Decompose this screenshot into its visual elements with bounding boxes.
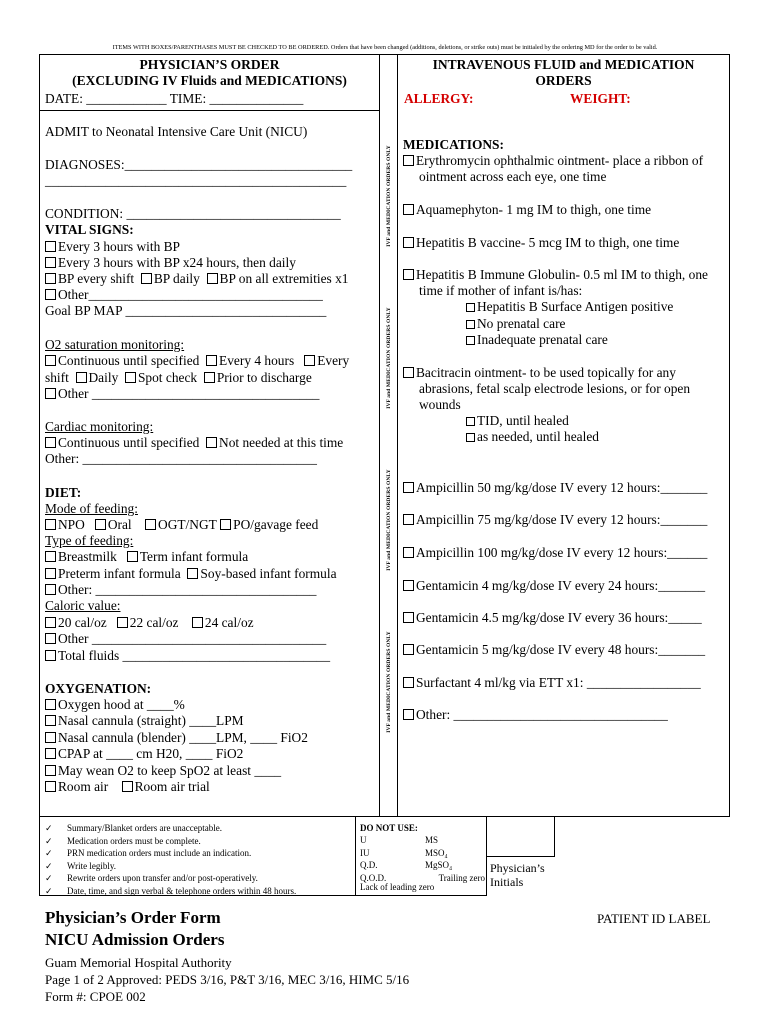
donot-list <box>360 834 485 884</box>
initials-label: Physician’s <box>490 861 545 875</box>
checkbox[interactable] <box>403 677 414 688</box>
patient-id-label: PATIENT ID LABEL <box>597 911 711 926</box>
option-label: Not needed at this time <box>219 435 344 450</box>
option-label: Oral <box>107 517 132 532</box>
med-option <box>403 235 679 251</box>
option-label: shift <box>45 370 69 385</box>
med-option <box>403 365 676 381</box>
checkbox[interactable] <box>45 355 56 366</box>
cardiac-other-field[interactable]: Other: ___________________________________ <box>45 451 317 466</box>
initials-box[interactable] <box>486 816 555 857</box>
checklist-text: Date, time, and sign verbal & telephone orders within 48 hours. <box>67 885 297 896</box>
caloric-heading: Caloric value: <box>45 598 121 613</box>
side-label <box>386 307 392 409</box>
donot-abbrev: MS <box>425 835 439 845</box>
side-label-text: IVF and MEDICATION ORDERS ONLY <box>386 469 392 571</box>
option-label: Hepatitis B Surface Antigen positive <box>477 299 674 314</box>
divider <box>379 54 380 817</box>
checklist-text: Write legibly. <box>67 860 117 871</box>
diagnoses-field[interactable]: DIAGNOSES:__________________________________ <box>45 157 353 172</box>
option-label: Erythromycin ophthalmic ointment- place a ribbon of <box>416 153 704 168</box>
checkbox[interactable] <box>45 584 56 595</box>
med-option <box>403 512 707 528</box>
option-label: Every 3 hours with BP x24 hours, then daily <box>58 255 296 270</box>
donot-last: Lack of leading zero <box>360 882 435 892</box>
donot-row <box>360 859 485 872</box>
option-label: PO/gavage feed <box>233 517 319 532</box>
option-label: 20 cal/oz <box>58 615 107 630</box>
checkbox[interactable] <box>206 437 217 448</box>
option-label[interactable]: Total fluids _______________________________ <box>58 648 331 663</box>
cardiac-heading: Cardiac monitoring: <box>45 419 154 434</box>
checkbox[interactable] <box>45 273 56 284</box>
vital-option <box>45 287 323 303</box>
option-label-cont: abrasions, fetal scalp electrode lesions, or for open <box>419 381 691 396</box>
caloric-option <box>45 631 326 647</box>
option-label: No prenatal care <box>477 316 566 331</box>
checkbox[interactable] <box>45 568 56 579</box>
checkbox[interactable] <box>125 372 136 383</box>
option-label: Hepatitis B vaccine- 5 mcg IM to thigh, one time <box>416 235 680 250</box>
checkbox[interactable] <box>204 372 215 383</box>
type-heading: Type of feeding: <box>45 533 134 548</box>
checkbox[interactable] <box>45 519 56 530</box>
checkbox[interactable] <box>403 644 414 655</box>
med-option <box>403 707 668 723</box>
option-label: BP on all extremities x1 <box>219 271 349 286</box>
check-icon: ✓ <box>45 835 53 846</box>
option-label: Soy-based infant formula <box>200 566 337 581</box>
option-label: Every 3 hours with BP <box>58 239 180 254</box>
checkbox[interactable] <box>466 433 475 442</box>
checklist-item <box>45 885 296 898</box>
condition-field[interactable]: CONDITION: ________________________________ <box>45 206 341 221</box>
option-label: Spot check <box>137 370 198 385</box>
option-label[interactable]: Other: _________________________________ <box>58 582 317 597</box>
checkbox[interactable] <box>45 241 56 252</box>
checkbox[interactable] <box>45 388 56 399</box>
oxy-option <box>45 763 281 779</box>
checkbox[interactable] <box>45 617 56 628</box>
donot-abbrev: Q.O.D. <box>360 872 387 883</box>
option-label: Daily <box>88 370 119 385</box>
med-option <box>403 153 703 169</box>
option-label: Preterm infant formula <box>58 566 181 581</box>
donot-abbrev: Trailing zero <box>438 872 485 883</box>
option-label: TID, until healed <box>477 413 569 428</box>
option-label[interactable]: Other __________________________________ <box>58 386 320 401</box>
o2-option <box>45 386 319 402</box>
checkbox[interactable] <box>403 155 414 166</box>
option-label: Hepatitis B Immune Globulin- 0.5 ml IM to thigh, one <box>416 267 708 282</box>
checkbox[interactable] <box>466 417 475 426</box>
checkbox[interactable] <box>403 482 414 493</box>
checkbox[interactable] <box>466 303 475 312</box>
option-label[interactable]: Ampicillin 50 mg/kg/dose IV every 12 hours:_______ <box>416 480 708 495</box>
med-option <box>403 480 707 496</box>
checkbox[interactable] <box>145 519 156 530</box>
divider <box>39 110 380 111</box>
checkbox[interactable] <box>45 551 56 562</box>
checkbox[interactable] <box>45 715 56 726</box>
form-notice: ITEMS WITH BOXES/PARENTHASES MUST BE CHECKED TO BE ORDERED. Orders that have been changed (additions, deletions, or strike outs) must be initialed by the ordering MD for the order to be valid. <box>112 44 658 51</box>
check-icon: ✓ <box>45 860 53 871</box>
form-title: Physician’s Order Form <box>45 908 221 927</box>
option-label[interactable]: Ampicillin 100 mg/kg/dose IV every 12 hours:______ <box>416 545 708 560</box>
oxy-option <box>45 697 185 713</box>
donot-row <box>360 847 485 860</box>
checklist-text: Summary/Blanket orders are unacceptable. <box>67 823 222 833</box>
weight-label: WEIGHT: <box>570 91 631 106</box>
checkbox[interactable] <box>45 781 56 792</box>
checkbox[interactable] <box>403 514 414 525</box>
checkbox[interactable] <box>403 612 414 623</box>
med-option <box>403 267 708 283</box>
med-option <box>403 578 705 594</box>
side-label-text: IVF and MEDICATION ORDERS ONLY <box>386 145 392 247</box>
option-label: BP daily <box>153 271 200 286</box>
option-label: OGT/NGT <box>158 517 217 532</box>
checkbox[interactable] <box>45 699 56 710</box>
check-icon: ✓ <box>45 823 53 833</box>
option-label[interactable]: Other___________________________________ <box>58 287 323 302</box>
med-option <box>403 642 705 658</box>
o2-heading: O2 saturation monitoring: <box>45 337 185 352</box>
checkbox[interactable] <box>45 257 56 268</box>
vital-option <box>45 255 296 271</box>
allergy-label: ALLERGY: <box>404 91 474 106</box>
divider <box>397 54 398 817</box>
form-subtitle: NICU Admission Orders <box>45 930 225 949</box>
option-label: Bacitracin ointment- to be used topically for any <box>416 365 676 380</box>
checkbox[interactable] <box>206 355 217 366</box>
med-option <box>403 675 701 691</box>
checklist-text: PRN medication orders must include an indication. <box>67 848 252 858</box>
donot-abbrev: Q.D. <box>360 860 378 870</box>
sub-option <box>466 299 673 315</box>
option-label-cont: time if mother of infant is/has: <box>419 283 583 298</box>
checkbox[interactable] <box>220 519 231 530</box>
admit-line: ADMIT to Neonatal Intensive Care Unit (NICU) <box>45 124 308 139</box>
oxygenation-heading: OXYGENATION: <box>45 681 152 696</box>
checklist-text: Medication orders must be complete. <box>67 835 201 846</box>
caloric-option <box>45 648 330 664</box>
initials-label-2: Initials <box>490 875 524 889</box>
checkbox[interactable] <box>403 269 414 280</box>
checklist-text: Rewrite orders upon transfer and/or post-operatively. <box>67 873 258 883</box>
type-option <box>45 582 317 598</box>
medications-heading: MEDICATIONS: <box>403 137 504 152</box>
goal-bp-field[interactable]: Goal BP MAP ______________________________ <box>45 303 327 318</box>
side-label-text: IVF and MEDICATION ORDERS ONLY <box>386 307 392 409</box>
type-option <box>45 566 337 582</box>
option-label: Continuous until specified <box>58 435 200 450</box>
approval-line: Page 1 of 2 Approved: PEDS 3/16, P&T 3/16, MEC 3/16, HIMC 5/16 <box>45 972 410 987</box>
checkbox[interactable] <box>403 709 414 720</box>
option-label: 22 cal/oz <box>129 615 179 630</box>
divider <box>355 816 356 896</box>
left-header-title: PHYSICIAN’S ORDER <box>139 57 280 72</box>
checkbox[interactable] <box>45 765 56 776</box>
sub-option <box>466 332 608 348</box>
checkbox[interactable] <box>192 617 203 628</box>
checklist-item <box>45 835 296 848</box>
checklist-item <box>45 872 296 885</box>
type-option <box>45 549 248 565</box>
checkbox[interactable] <box>76 372 87 383</box>
option-label: Nasal cannula (blender) ____LPM, ____ FiO2 <box>58 730 308 745</box>
donot-abbrev: IU <box>360 847 370 858</box>
cardiac-option <box>45 435 343 451</box>
med-option <box>403 610 702 626</box>
org-name: Guam Memorial Hospital Authority <box>45 955 232 970</box>
o2-option <box>45 353 349 369</box>
med-option <box>403 202 651 218</box>
diet-heading: DIET: <box>45 485 82 500</box>
checkbox[interactable] <box>122 781 133 792</box>
check-icon: ✓ <box>45 885 53 896</box>
med-option <box>403 545 707 561</box>
option-label[interactable]: Gentamicin 4.5 mg/kg/dose IV every 36 hours:_____ <box>416 610 702 625</box>
option-label: Room air trial <box>134 779 210 794</box>
donot-abbrev: MSO₄ <box>425 847 448 858</box>
checkbox[interactable] <box>403 367 414 378</box>
option-label-cont: wounds <box>419 397 461 412</box>
option-label: Oxygen hood at ____% <box>58 697 185 712</box>
donot-row <box>360 834 485 847</box>
side-label <box>386 469 392 571</box>
option-label: May wean O2 to keep SpO2 at least ____ <box>58 763 282 778</box>
checklist-item <box>45 860 296 873</box>
checklist-item <box>45 822 296 835</box>
option-label: Continuous until specified <box>58 353 200 368</box>
oxy-option <box>45 746 243 762</box>
diagnoses-field-2[interactable]: _____________________________________________ <box>45 173 347 188</box>
checkbox[interactable] <box>403 237 414 248</box>
vital-option <box>45 271 348 287</box>
option-label: Term infant formula <box>139 549 249 564</box>
option-label: as needed, until healed <box>477 429 599 444</box>
right-header-title: INTRAVENOUS FLUID and MEDICATION <box>432 57 695 72</box>
date-time-field[interactable]: DATE: ____________ TIME: ______________ <box>45 91 304 106</box>
option-label: Prior to discharge <box>216 370 312 385</box>
checkbox[interactable] <box>466 320 475 329</box>
option-label: Breastmilk <box>58 549 117 564</box>
checkbox[interactable] <box>304 355 315 366</box>
option-label: Aquamephyton- 1 mg IM to thigh, one time <box>416 202 652 217</box>
sub-option <box>466 316 565 332</box>
option-label[interactable]: Gentamicin 5 mg/kg/dose IV every 48 hours:_______ <box>416 642 706 657</box>
option-label: Inadequate prenatal care <box>477 332 608 347</box>
checkbox[interactable] <box>45 650 56 661</box>
checkbox[interactable] <box>403 547 414 558</box>
checklist-item <box>45 847 296 860</box>
checkbox[interactable] <box>466 336 475 345</box>
checkbox[interactable] <box>187 568 198 579</box>
checkbox[interactable] <box>127 551 138 562</box>
option-label[interactable]: Ampicillin 75 mg/kg/dose IV every 12 hours:_______ <box>416 512 708 527</box>
left-header-subtitle: (EXCLUDING IV Fluids and MEDICATIONS) <box>72 73 347 88</box>
check-icon: ✓ <box>45 873 53 883</box>
checkbox[interactable] <box>207 273 218 284</box>
donot-abbrev: MgSO₄ <box>425 860 453 870</box>
option-label[interactable]: Gentamicin 4 mg/kg/dose IV every 24 hours:_______ <box>416 578 706 593</box>
checkbox[interactable] <box>45 732 56 743</box>
o2-option <box>45 370 312 386</box>
checkbox[interactable] <box>117 617 128 628</box>
option-label: Nasal cannula (straight) ____LPM <box>58 713 244 728</box>
option-label: CPAP at ____ cm H20, ____ FiO2 <box>58 746 244 761</box>
option-label: Every 4 hours <box>219 353 295 368</box>
side-label-text: IVF and MEDICATION ORDERS ONLY <box>386 631 392 733</box>
oxy-option <box>45 730 308 746</box>
side-label <box>386 145 392 247</box>
checklist <box>45 822 296 897</box>
form-number: Form #: CPOE 002 <box>45 989 146 1004</box>
checkbox[interactable] <box>141 273 152 284</box>
check-icon: ✓ <box>45 848 53 858</box>
mode-option <box>45 517 318 533</box>
checkbox[interactable] <box>403 204 414 215</box>
option-label: BP every shift <box>58 271 135 286</box>
right-header-title-2: ORDERS <box>535 73 592 88</box>
option-label: 24 cal/oz <box>204 615 254 630</box>
checkbox[interactable] <box>403 580 414 591</box>
option-label[interactable]: Other ___________________________________ <box>58 631 327 646</box>
checkbox[interactable] <box>45 633 56 644</box>
option-label[interactable]: Other: ________________________________ <box>416 707 668 722</box>
side-label <box>386 631 392 733</box>
checkbox[interactable] <box>45 289 56 300</box>
option-label-cont: ointment across each eye, one time <box>419 169 607 184</box>
sub-option <box>466 413 569 429</box>
sub-option <box>466 429 599 445</box>
vital-option <box>45 239 180 255</box>
option-label: NPO <box>58 517 85 532</box>
option-label: Room air <box>58 779 109 794</box>
option-label[interactable]: Surfactant 4 ml/kg via ETT x1: _________________ <box>416 675 701 690</box>
donot-title: DO NOT USE: <box>360 823 418 833</box>
mode-heading: Mode of feeding: <box>45 501 138 516</box>
caloric-option <box>45 615 254 631</box>
checkbox[interactable] <box>95 519 106 530</box>
checkbox[interactable] <box>45 748 56 759</box>
oxy-option <box>45 779 210 795</box>
vital-signs-heading: VITAL SIGNS: <box>45 222 134 237</box>
option-label: Every <box>317 353 350 368</box>
checkbox[interactable] <box>45 437 56 448</box>
donot-abbrev: U <box>360 835 367 845</box>
oxy-option <box>45 713 244 729</box>
